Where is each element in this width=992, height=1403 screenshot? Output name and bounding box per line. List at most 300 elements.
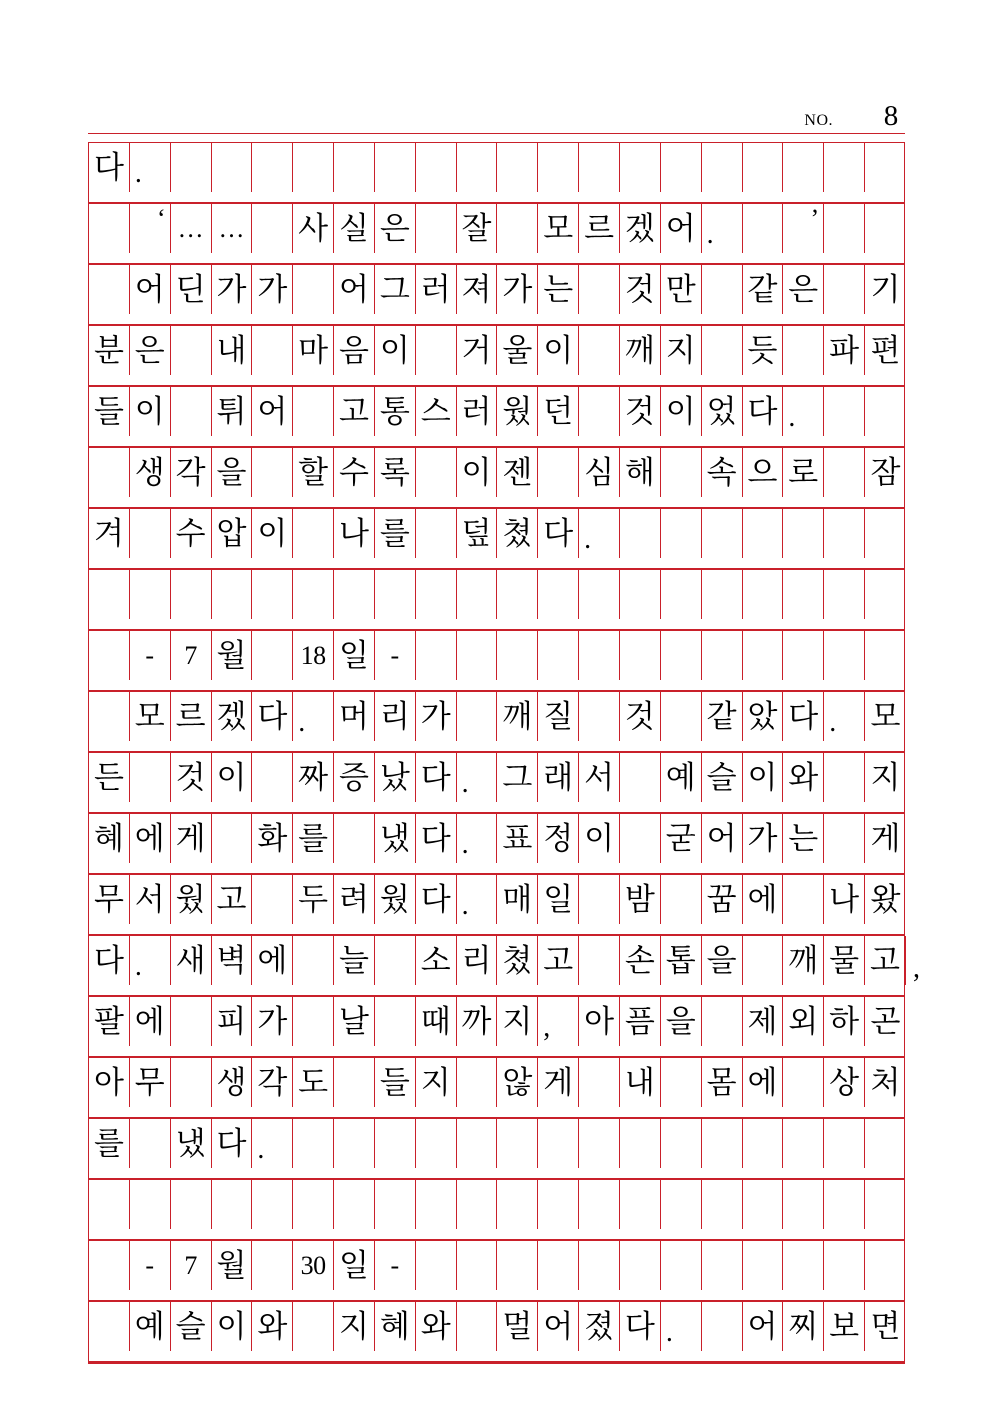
manuscript-cell bbox=[620, 631, 661, 680]
manuscript-cell: 덮 bbox=[457, 509, 498, 558]
manuscript-cell bbox=[416, 570, 457, 619]
manuscript-cell: 지 bbox=[870, 760, 901, 795]
manuscript-cell: 다 bbox=[89, 936, 130, 985]
manuscript-row-gutter bbox=[88, 314, 905, 325]
manuscript-cell: 지 bbox=[334, 1302, 375, 1351]
manuscript-cell: 록 bbox=[375, 448, 416, 497]
manuscript-cell bbox=[89, 448, 130, 497]
manuscript-cell bbox=[538, 631, 579, 680]
manuscript-cell: 혜 bbox=[375, 1302, 416, 1351]
manuscript-cell bbox=[783, 631, 824, 680]
manuscript-cell bbox=[538, 1119, 579, 1168]
manuscript-cell: 압 bbox=[212, 509, 253, 558]
manuscript-cell bbox=[865, 1180, 906, 1229]
manuscript-cell: 이 bbox=[375, 326, 416, 375]
manuscript-cell bbox=[89, 1180, 130, 1229]
manuscript-cell bbox=[661, 143, 702, 192]
manuscript-cell bbox=[661, 875, 702, 924]
manuscript-cell bbox=[824, 753, 865, 802]
manuscript-cell bbox=[293, 1180, 334, 1229]
manuscript-cell: 월 bbox=[212, 1241, 253, 1290]
manuscript-cell bbox=[824, 570, 865, 619]
manuscript-cell bbox=[171, 997, 212, 1046]
manuscript-cell bbox=[130, 753, 171, 802]
manuscript-cell bbox=[579, 326, 620, 375]
manuscript-cell: 나 bbox=[334, 509, 375, 558]
manuscript-cell: 가 bbox=[212, 265, 253, 314]
manuscript-cell: 분 bbox=[89, 326, 130, 375]
manuscript-cell bbox=[212, 814, 253, 863]
manuscript-cell: 그 bbox=[497, 753, 538, 802]
manuscript-cell bbox=[579, 387, 620, 436]
manuscript-cell bbox=[865, 143, 906, 192]
manuscript-cell: 찌 bbox=[783, 1302, 824, 1351]
manuscript-cell bbox=[497, 1180, 538, 1229]
manuscript-cell: 리 bbox=[375, 692, 416, 741]
manuscript-cell bbox=[130, 509, 171, 558]
manuscript-cell: 을 bbox=[212, 448, 253, 497]
manuscript-cell bbox=[89, 1241, 130, 1290]
manuscript-cell: 깨 bbox=[783, 936, 824, 985]
manuscript-cell: 생 bbox=[130, 448, 171, 497]
manuscript-cell: 딘 bbox=[171, 265, 212, 314]
manuscript-cell bbox=[171, 1058, 212, 1107]
manuscript-cell: 겠 bbox=[620, 204, 661, 253]
manuscript-cell: 굳 bbox=[661, 814, 702, 863]
manuscript-cell bbox=[579, 143, 620, 192]
manuscript-cell: 일 bbox=[538, 875, 579, 924]
manuscript-cell bbox=[702, 265, 743, 314]
manuscript-cell bbox=[743, 1241, 784, 1290]
manuscript-cell bbox=[89, 1302, 130, 1351]
manuscript-cell: 가 bbox=[497, 265, 538, 314]
manuscript-cell: 손 bbox=[620, 936, 661, 985]
manuscript-cell: 다 bbox=[416, 814, 457, 863]
page-header bbox=[88, 100, 905, 134]
manuscript-cell bbox=[865, 387, 906, 436]
manuscript-cell: 다 bbox=[416, 753, 457, 802]
manuscript-cell bbox=[334, 814, 375, 863]
manuscript-cell: 다 bbox=[620, 1302, 661, 1351]
manuscript-cell bbox=[620, 143, 661, 192]
manuscript-cell: 매 bbox=[497, 875, 538, 924]
manuscript-cell: … bbox=[171, 204, 212, 253]
manuscript-cell: 에 bbox=[130, 997, 171, 1046]
manuscript-cell bbox=[252, 448, 293, 497]
manuscript-cell: 머 bbox=[334, 692, 375, 741]
manuscript-cell: 어 bbox=[130, 265, 171, 314]
manuscript-cell: - bbox=[130, 1241, 171, 1290]
manuscript-cell: 게 bbox=[870, 821, 901, 856]
manuscript-cell: 어 bbox=[661, 204, 702, 253]
manuscript-cell: 월 bbox=[212, 631, 253, 680]
overflow-punctuation: , bbox=[913, 953, 920, 984]
manuscript-cell bbox=[416, 326, 457, 375]
manuscript-cell: 다 bbox=[538, 509, 579, 558]
manuscript-cell bbox=[293, 265, 334, 314]
manuscript-cell: 와 bbox=[783, 753, 824, 802]
manuscript-cell bbox=[416, 509, 457, 558]
manuscript-cell bbox=[579, 692, 620, 741]
manuscript-cell bbox=[702, 143, 743, 192]
manuscript-cell bbox=[293, 936, 334, 985]
manuscript-cell: 웠 bbox=[375, 875, 416, 924]
manuscript-cell bbox=[171, 143, 212, 192]
manuscript-cell bbox=[457, 1302, 498, 1351]
manuscript-cell bbox=[457, 570, 498, 619]
manuscript-cell: 났 bbox=[375, 753, 416, 802]
manuscript-cell: 예 bbox=[130, 1302, 171, 1351]
manuscript-cell bbox=[865, 1241, 906, 1290]
manuscript-cell: 것 bbox=[620, 265, 661, 314]
manuscript-cell: 않 bbox=[497, 1058, 538, 1107]
manuscript-cell bbox=[865, 631, 906, 680]
manuscript-cell bbox=[457, 1119, 498, 1168]
manuscript-cell: 잠 bbox=[870, 455, 901, 490]
manuscript-row bbox=[88, 264, 905, 314]
manuscript-cell bbox=[579, 1180, 620, 1229]
manuscript-cell: 이 bbox=[130, 387, 171, 436]
manuscript-cell bbox=[538, 448, 579, 497]
manuscript-cell: 심 bbox=[579, 448, 620, 497]
manuscript-cell: 밤 bbox=[620, 875, 661, 924]
manuscript-cell: 무 bbox=[89, 875, 130, 924]
manuscript-cell: 두 bbox=[293, 875, 334, 924]
manuscript-cell bbox=[252, 753, 293, 802]
manuscript-row-gutter bbox=[88, 741, 905, 752]
manuscript-cell bbox=[252, 1241, 293, 1290]
manuscript-cell: 다 bbox=[783, 692, 824, 741]
manuscript-cell: 아 bbox=[579, 997, 620, 1046]
manuscript-cell: 실 bbox=[334, 204, 375, 253]
manuscript-cell bbox=[130, 1180, 171, 1229]
manuscript-cell: 러 bbox=[457, 387, 498, 436]
manuscript-cell bbox=[661, 1180, 702, 1229]
manuscript-cell: 벽 bbox=[212, 936, 253, 985]
manuscript-cell: 웠 bbox=[171, 875, 212, 924]
manuscript-cell: 어 bbox=[702, 814, 743, 863]
manuscript-cell: 만 bbox=[661, 265, 702, 314]
manuscript-cell bbox=[579, 570, 620, 619]
manuscript-cell: 로 bbox=[783, 448, 824, 497]
manuscript-cell: - bbox=[130, 631, 171, 680]
manuscript-cell bbox=[783, 875, 824, 924]
manuscript-cell: 어 bbox=[538, 1302, 579, 1351]
manuscript-cell: 7 bbox=[171, 1241, 212, 1290]
manuscript-cell bbox=[579, 631, 620, 680]
manuscript-cell bbox=[743, 143, 784, 192]
manuscript-cell: 에 bbox=[743, 1058, 784, 1107]
manuscript-row-gutter bbox=[88, 1229, 905, 1240]
manuscript-cell: 해 bbox=[620, 448, 661, 497]
manuscript-cell bbox=[865, 204, 906, 253]
manuscript-grid bbox=[88, 142, 920, 1362]
manuscript-row bbox=[88, 996, 905, 1046]
manuscript-row-gutter bbox=[88, 619, 905, 630]
manuscript-cell: 어 bbox=[743, 1302, 784, 1351]
manuscript-cell: 지 bbox=[497, 997, 538, 1046]
manuscript-cell: 서 bbox=[579, 753, 620, 802]
manuscript-cell bbox=[783, 326, 824, 375]
manuscript-cell: 면 bbox=[870, 1309, 901, 1344]
manuscript-cell: 수 bbox=[334, 448, 375, 497]
manuscript-cell: 에 bbox=[252, 936, 293, 985]
manuscript-cell bbox=[334, 1058, 375, 1107]
manuscript-cell: 도 bbox=[293, 1058, 334, 1107]
manuscript-cell: 와 bbox=[416, 1302, 457, 1351]
manuscript-cell bbox=[293, 1119, 334, 1168]
manuscript-cell bbox=[89, 631, 130, 680]
manuscript-cell: 멀 bbox=[497, 1302, 538, 1351]
manuscript-cell: 지 bbox=[661, 326, 702, 375]
manuscript-cell bbox=[824, 387, 865, 436]
manuscript-cell bbox=[661, 1058, 702, 1107]
manuscript-cell: 웠 bbox=[497, 387, 538, 436]
manuscript-cell bbox=[743, 631, 784, 680]
manuscript-cell: 외 bbox=[783, 997, 824, 1046]
manuscript-cell: 깨 bbox=[620, 326, 661, 375]
manuscript-cell bbox=[130, 570, 171, 619]
manuscript-cell: 고 bbox=[538, 936, 579, 985]
manuscript-cell bbox=[824, 265, 865, 314]
manuscript-cell bbox=[416, 631, 457, 680]
manuscript-cell bbox=[783, 570, 824, 619]
manuscript-cell: 에 bbox=[743, 875, 784, 924]
manuscript-cell: 고 bbox=[865, 936, 906, 985]
manuscript-cell: 보 bbox=[824, 1302, 865, 1351]
manuscript-cell bbox=[130, 1119, 171, 1168]
manuscript-cell bbox=[783, 1058, 824, 1107]
manuscript-cell bbox=[661, 448, 702, 497]
manuscript-cell: 내 bbox=[212, 326, 253, 375]
manuscript-cell: 고 bbox=[212, 875, 253, 924]
manuscript-cell bbox=[89, 265, 130, 314]
manuscript-cell: 르 bbox=[171, 692, 212, 741]
manuscript-cell bbox=[334, 143, 375, 192]
manuscript-cell bbox=[538, 1241, 579, 1290]
manuscript-row-gutter bbox=[88, 558, 905, 569]
manuscript-row-gutter bbox=[88, 802, 905, 813]
manuscript-cell bbox=[171, 326, 212, 375]
manuscript-cell bbox=[252, 631, 293, 680]
manuscript-cell bbox=[416, 143, 457, 192]
manuscript-cell: 속 bbox=[702, 448, 743, 497]
manuscript-cell bbox=[293, 387, 334, 436]
manuscript-cell bbox=[743, 509, 784, 558]
manuscript-cell bbox=[620, 509, 661, 558]
manuscript-cell: 다 bbox=[416, 875, 457, 924]
manuscript-cell: 는 bbox=[783, 814, 824, 863]
manuscript-cell: 정 bbox=[538, 814, 579, 863]
manuscript-row-gutter bbox=[88, 680, 905, 691]
manuscript-cell bbox=[212, 143, 253, 192]
manuscript-cell: 은 bbox=[783, 265, 824, 314]
manuscript-cell bbox=[457, 143, 498, 192]
manuscript-cell bbox=[252, 570, 293, 619]
manuscript-cell bbox=[743, 1180, 784, 1229]
manuscript-cell: 제 bbox=[743, 997, 784, 1046]
manuscript-cell: . bbox=[661, 1302, 702, 1351]
manuscript-cell: 수 bbox=[171, 509, 212, 558]
manuscript-cell: 슬 bbox=[171, 1302, 212, 1351]
manuscript-cell: . bbox=[130, 936, 171, 985]
manuscript-cell bbox=[824, 1241, 865, 1290]
manuscript-cell bbox=[743, 204, 784, 253]
manuscript-row-gutter bbox=[88, 1290, 905, 1301]
manuscript-cell bbox=[783, 509, 824, 558]
manuscript-cell: 어 bbox=[334, 265, 375, 314]
manuscript-cell bbox=[416, 204, 457, 253]
manuscript-cell bbox=[171, 1180, 212, 1229]
manuscript-cell: 져 bbox=[457, 265, 498, 314]
manuscript-cell: ‘ bbox=[130, 204, 171, 253]
manuscript-cell bbox=[702, 1302, 743, 1351]
manuscript-cell: 나 bbox=[824, 875, 865, 924]
manuscript-row-gutter bbox=[88, 1046, 905, 1057]
manuscript-cell: 와 bbox=[252, 1302, 293, 1351]
manuscript-cell: 가 bbox=[252, 997, 293, 1046]
manuscript-cell: 같 bbox=[702, 692, 743, 741]
manuscript-row bbox=[88, 508, 905, 558]
manuscript-cell: 짜 bbox=[293, 753, 334, 802]
manuscript-cell: 든 bbox=[89, 753, 130, 802]
manuscript-cell: 가 bbox=[416, 692, 457, 741]
manuscript-cell bbox=[620, 1241, 661, 1290]
manuscript-cell: 것 bbox=[620, 692, 661, 741]
manuscript-cell bbox=[416, 1241, 457, 1290]
manuscript-cell: 왔 bbox=[870, 882, 901, 917]
manuscript-cell: 그 bbox=[375, 265, 416, 314]
manuscript-cell bbox=[661, 692, 702, 741]
manuscript-cell bbox=[702, 1241, 743, 1290]
manuscript-cell: 화 bbox=[252, 814, 293, 863]
manuscript-cell: 증 bbox=[334, 753, 375, 802]
manuscript-row bbox=[88, 935, 920, 985]
manuscript-cell: 소 bbox=[416, 936, 457, 985]
manuscript-cell: 는 bbox=[538, 265, 579, 314]
manuscript-row-gutter bbox=[88, 375, 905, 386]
manuscript-cell bbox=[702, 631, 743, 680]
manuscript-cell: . bbox=[130, 143, 171, 192]
manuscript-cell: 각 bbox=[171, 448, 212, 497]
manuscript-cell: - bbox=[375, 631, 416, 680]
manuscript-cell bbox=[783, 143, 824, 192]
manuscript-cell bbox=[497, 631, 538, 680]
manuscript-cell: 를 bbox=[293, 814, 334, 863]
manuscript-cell bbox=[743, 936, 784, 985]
manuscript-cell bbox=[334, 570, 375, 619]
manuscript-cell bbox=[497, 143, 538, 192]
manuscript-cell: 같 bbox=[743, 265, 784, 314]
manuscript-cell: 던 bbox=[538, 387, 579, 436]
manuscript-cell bbox=[783, 1241, 824, 1290]
manuscript-cell: 내 bbox=[620, 1058, 661, 1107]
manuscript-cell bbox=[579, 875, 620, 924]
manuscript-cell: 픔 bbox=[620, 997, 661, 1046]
manuscript-cell: 음 bbox=[334, 326, 375, 375]
manuscript-cell: 튀 bbox=[212, 387, 253, 436]
manuscript-cell bbox=[620, 570, 661, 619]
manuscript-cell bbox=[457, 1058, 498, 1107]
manuscript-cell: 할 bbox=[293, 448, 334, 497]
manuscript-row-gutter bbox=[88, 1107, 905, 1118]
manuscript-cell bbox=[579, 1058, 620, 1107]
no-label: NO. bbox=[804, 112, 833, 129]
manuscript-cell: 이 bbox=[661, 387, 702, 436]
manuscript-cell bbox=[538, 143, 579, 192]
manuscript-cell: 이 bbox=[212, 1302, 253, 1351]
manuscript-cell: … bbox=[212, 204, 253, 253]
manuscript-cell: 통 bbox=[375, 387, 416, 436]
manuscript-cell: ’ bbox=[783, 204, 824, 253]
manuscript-cell bbox=[538, 1180, 579, 1229]
manuscript-row bbox=[88, 569, 905, 619]
manuscript-cell: 이 bbox=[538, 326, 579, 375]
manuscript-cell: 새 bbox=[171, 936, 212, 985]
manuscript-cell: 젠 bbox=[497, 448, 538, 497]
manuscript-cell: 혜 bbox=[89, 814, 130, 863]
manuscript-cell bbox=[702, 997, 743, 1046]
manuscript-row bbox=[88, 1118, 905, 1168]
manuscript-cell: 모 bbox=[130, 692, 171, 741]
manuscript-cell: 울 bbox=[497, 326, 538, 375]
manuscript-cell bbox=[375, 570, 416, 619]
manuscript-cell: 7 bbox=[171, 631, 212, 680]
manuscript-cell bbox=[865, 1119, 906, 1168]
manuscript-cell: 날 bbox=[334, 997, 375, 1046]
manuscript-cell: 하 bbox=[824, 997, 865, 1046]
manuscript-cell: 것 bbox=[620, 387, 661, 436]
manuscript-cell: 질 bbox=[538, 692, 579, 741]
manuscript-cell bbox=[620, 814, 661, 863]
manuscript-cell: 편 bbox=[870, 333, 901, 368]
manuscript-cell bbox=[89, 570, 130, 619]
manuscript-cell: 듯 bbox=[743, 326, 784, 375]
manuscript-cell bbox=[375, 1119, 416, 1168]
manuscript-cell: 팔 bbox=[89, 997, 130, 1046]
manuscript-cell bbox=[334, 1119, 375, 1168]
manuscript-row-gutter bbox=[88, 863, 905, 874]
manuscript-cell bbox=[702, 509, 743, 558]
manuscript-cell bbox=[702, 570, 743, 619]
manuscript-cell: . bbox=[702, 204, 743, 253]
manuscript-cell bbox=[824, 814, 865, 863]
manuscript-cell bbox=[457, 631, 498, 680]
manuscript-cell bbox=[252, 875, 293, 924]
manuscript-cell: . bbox=[457, 814, 498, 863]
manuscript-cell bbox=[457, 692, 498, 741]
manuscript-row-gutter bbox=[88, 985, 905, 996]
manuscript-cell: 모 bbox=[870, 699, 901, 734]
manuscript-cell bbox=[252, 143, 293, 192]
manuscript-cell: 려 bbox=[334, 875, 375, 924]
manuscript-cell: 일 bbox=[334, 631, 375, 680]
manuscript-row bbox=[88, 1179, 905, 1229]
manuscript-cell: 졌 bbox=[579, 1302, 620, 1351]
manuscript-cell: 사 bbox=[293, 204, 334, 253]
manuscript-cell: . bbox=[293, 692, 334, 741]
manuscript-cell: 리 bbox=[457, 936, 498, 985]
manuscript-cell: 를 bbox=[375, 509, 416, 558]
manuscript-cell bbox=[824, 448, 865, 497]
manuscript-cell: 이 bbox=[212, 753, 253, 802]
manuscript-cell bbox=[620, 753, 661, 802]
manuscript-cell bbox=[293, 143, 334, 192]
manuscript-cell bbox=[579, 1241, 620, 1290]
manuscript-cell bbox=[171, 570, 212, 619]
manuscript-row-gutter bbox=[88, 1351, 905, 1362]
manuscript-cell: 었 bbox=[702, 387, 743, 436]
